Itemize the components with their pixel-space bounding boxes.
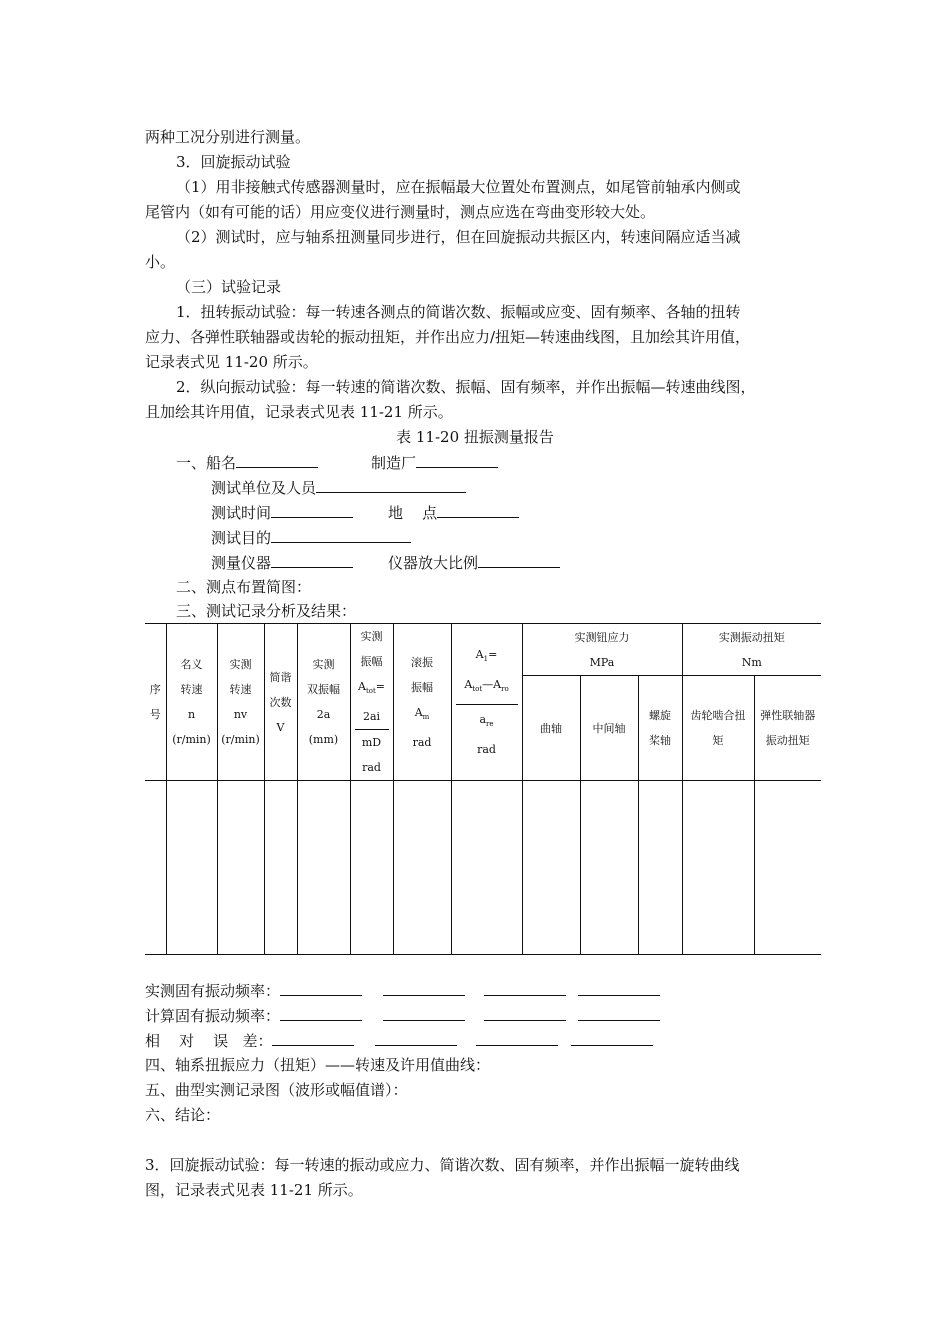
section-six: 六、结论： — [145, 1106, 221, 1124]
frequency-blank — [280, 980, 362, 996]
header-harmonic-order — [264, 624, 297, 781]
symbol: a — [479, 713, 487, 727]
header-text: (r/min) — [172, 733, 211, 747]
section-four: 四、轴系扭振应力（扭矩）——转速及许用值曲线： — [145, 1056, 491, 1074]
paragraph-line: （2）测试时，应与轴系扭测量同步进行，但在回旋振动共振区内，转速间隔应适当减 — [176, 228, 741, 246]
table-cell — [297, 781, 350, 955]
manufacturer-label: 制造厂 — [371, 454, 417, 472]
table-caption: 表 11-20 扭振测量报告 — [396, 428, 554, 446]
paragraph-line: 小。 — [145, 253, 176, 271]
header-roll-amplitude — [393, 624, 451, 781]
paragraph-line: 且加绘其许用值，记录表式见表 11-21 所示。 — [145, 403, 453, 421]
frequency-blank — [484, 980, 566, 996]
header-group-stress — [522, 624, 682, 676]
form-row-purpose — [211, 527, 411, 548]
intro-line: 两种工况分别进行测量。 — [145, 128, 311, 146]
header-text: 螺旋 — [649, 709, 672, 723]
header-text: 号 — [149, 708, 161, 722]
ship-name-label: 一、船名 — [176, 454, 237, 472]
location-blank — [437, 502, 519, 518]
paragraph-line: 尾管内（如有可能的话）用应变仪进行测量时，测点应选在弯曲变形较大处。 — [145, 203, 656, 221]
form-row-test-unit — [211, 477, 466, 498]
location-label: 地 点 — [388, 504, 438, 522]
header-text: nv — [233, 708, 248, 722]
header-text: 实测 — [229, 658, 252, 672]
header-text: 振幅 — [411, 680, 433, 694]
header-nominal-speed — [166, 624, 217, 781]
paragraph-line: 3．回旋振动试验：每一转速的振动或应力、简谐次数、固有频率，并作出振幅一旋转曲线 — [145, 1156, 740, 1174]
instrument-blank — [271, 552, 353, 568]
paragraph-line: （1）用非接触式传感器测量时，应在振幅最大位置处布置测点，如尾管前轴承内侧或 — [176, 178, 741, 196]
header-text: 振动扭矩 — [765, 734, 810, 748]
measured-frequency-row — [145, 980, 660, 1001]
table-cell — [754, 781, 821, 955]
table-cell — [451, 781, 522, 955]
header-intermediate-shaft — [580, 676, 638, 781]
fraction-bar — [456, 704, 518, 705]
header-text: 实测 — [360, 630, 383, 643]
paragraph-line: 图，记录表式见表 11-21 所示。 — [145, 1181, 363, 1199]
heading-test-record: （三）试验记录 — [176, 278, 282, 296]
table-cell — [638, 781, 682, 955]
form-row-test-time — [211, 502, 353, 523]
ship-name-blank — [236, 452, 318, 468]
paragraph-line: 记录表式见 11-20 所示。 — [145, 353, 318, 371]
error-blank — [375, 1030, 457, 1046]
table-row — [145, 781, 821, 955]
header-text: mD — [361, 736, 382, 750]
test-unit-blank — [316, 477, 466, 493]
header-text: 双振幅 — [307, 683, 340, 697]
header-text: 转速 — [229, 683, 252, 697]
symbol: = — [375, 680, 385, 693]
symbol: A — [464, 678, 473, 691]
header-amplitude-ratio — [451, 624, 522, 781]
relative-error-row — [145, 1030, 653, 1051]
paragraph-line: 1．扭转振动试验：每一转速各测点的简谐次数、振幅或应变、固有频率、各轴的扭转 — [176, 303, 741, 321]
symbol: — — [482, 678, 494, 691]
section-five: 五、曲型实测记录图（波形或幅值谱）： — [145, 1081, 408, 1099]
header-coupling-torque — [754, 676, 821, 781]
header-text: 简谐 — [269, 670, 292, 684]
header-index — [145, 624, 166, 781]
form-row-magnification — [388, 552, 560, 573]
header-text: (r/min) — [221, 733, 260, 747]
table-cell — [522, 781, 580, 955]
test-time-label: 测试时间 — [211, 504, 272, 522]
calculated-frequency-row — [145, 1005, 660, 1026]
header-text: rad — [362, 761, 381, 775]
header-text: 次数 — [269, 695, 292, 709]
header-crankshaft — [522, 676, 580, 781]
instrument-label: 测量仪器 — [211, 554, 272, 572]
table-cell — [166, 781, 217, 955]
header-measured-amplitude — [350, 624, 393, 781]
header-text: 中间轴 — [592, 721, 626, 735]
subscript: tot — [365, 687, 376, 696]
header-text: (mm) — [308, 733, 339, 747]
measured-frequency-label: 实测固有振动频率： — [145, 982, 281, 1000]
purpose-label: 测试目的 — [211, 529, 272, 547]
header-text: rad — [477, 743, 496, 757]
paragraph-line: 2．纵向振动试验：每一转速的简谐次数、振幅、固有频率，并作出振幅—转速曲线图， — [176, 378, 756, 396]
error-blank — [272, 1030, 354, 1046]
header-text: 滚振 — [411, 655, 433, 669]
header-text: 实测振动扭矩 — [718, 630, 785, 644]
error-blank — [476, 1030, 558, 1046]
frequency-blank — [578, 980, 660, 996]
header-text: V — [276, 720, 285, 734]
header-text: 2a — [316, 708, 331, 722]
header-text: n — [187, 708, 196, 722]
subscript: tot — [472, 685, 483, 694]
table-cell — [264, 781, 297, 955]
form-row-manufacturer — [371, 452, 498, 473]
error-blank — [571, 1030, 653, 1046]
relative-error-label: 相 对 误 差： — [145, 1032, 273, 1050]
torsional-vibration-record-table — [145, 623, 821, 955]
table-cell — [580, 781, 638, 955]
section-three: 三、测试记录分析及结果： — [176, 602, 357, 620]
subscript: ro — [501, 685, 509, 694]
header-formula — [452, 672, 522, 702]
symbol: = — [488, 647, 498, 661]
table-cell — [393, 781, 451, 955]
header-text: 2ai — [362, 710, 381, 724]
frequency-blank — [280, 1005, 362, 1021]
header-text: 桨轴 — [649, 734, 672, 748]
header-text: 实测钮应力 — [574, 630, 630, 644]
frequency-blank — [578, 1005, 660, 1021]
header-formula — [394, 700, 451, 730]
frequency-blank — [484, 1005, 566, 1021]
header-propeller-shaft — [638, 676, 682, 781]
table-cell — [145, 781, 166, 955]
calculated-frequency-label: 计算固有振动频率： — [145, 1007, 281, 1025]
symbol: A — [493, 678, 502, 691]
header-text: rad — [412, 735, 432, 749]
symbol: A — [475, 647, 484, 661]
heading-gyration-test: 3．回旋振动试验 — [176, 153, 291, 171]
table-cell — [217, 781, 264, 955]
header-text: 曲轴 — [540, 721, 562, 735]
form-row-instrument — [211, 552, 353, 573]
test-time-blank — [271, 502, 353, 518]
form-row-ship — [176, 452, 318, 473]
frequency-blank — [383, 1005, 465, 1021]
form-row-location — [388, 502, 519, 523]
symbol: A — [357, 680, 366, 693]
purpose-blank — [271, 527, 411, 543]
header-formula — [452, 642, 522, 672]
header-text: 弹性联轴器 — [760, 709, 816, 723]
header-text: 振幅 — [360, 655, 383, 668]
subscript: re — [486, 720, 494, 729]
subscript: 1 — [483, 655, 489, 663]
header-formula — [351, 674, 393, 704]
header-measured-speed — [217, 624, 264, 781]
subscript: m — [422, 712, 430, 721]
header-text: 实测 — [312, 658, 335, 672]
manufacturer-blank — [416, 452, 498, 468]
header-text: 名义 — [180, 658, 203, 672]
header-text: Nm — [741, 655, 762, 669]
frequency-blank — [383, 980, 465, 996]
header-text: 序 — [149, 683, 161, 697]
symbol: A — [414, 705, 423, 719]
header-text: MPa — [589, 655, 615, 669]
table-cell — [350, 781, 393, 955]
header-gear-torque — [682, 676, 754, 781]
section-two: 二、测点布置简图： — [176, 578, 312, 596]
magnification-blank — [478, 552, 560, 568]
header-double-amplitude — [297, 624, 350, 781]
header-group-torque — [682, 624, 821, 676]
header-text: 齿轮啮合扭 — [690, 709, 746, 723]
header-text: 转速 — [180, 683, 203, 697]
header-formula — [452, 707, 522, 737]
table-cell — [682, 781, 754, 955]
header-text: 矩 — [712, 734, 724, 748]
magnification-label: 仪器放大比例 — [388, 554, 479, 572]
test-unit-label: 测试单位及人员 — [211, 479, 317, 497]
paragraph-line: 应力、各弹性联轴器或齿轮的振动扭矩，并作出应力/扭矩—转速曲线图，且加绘其许用值， — [145, 328, 751, 346]
